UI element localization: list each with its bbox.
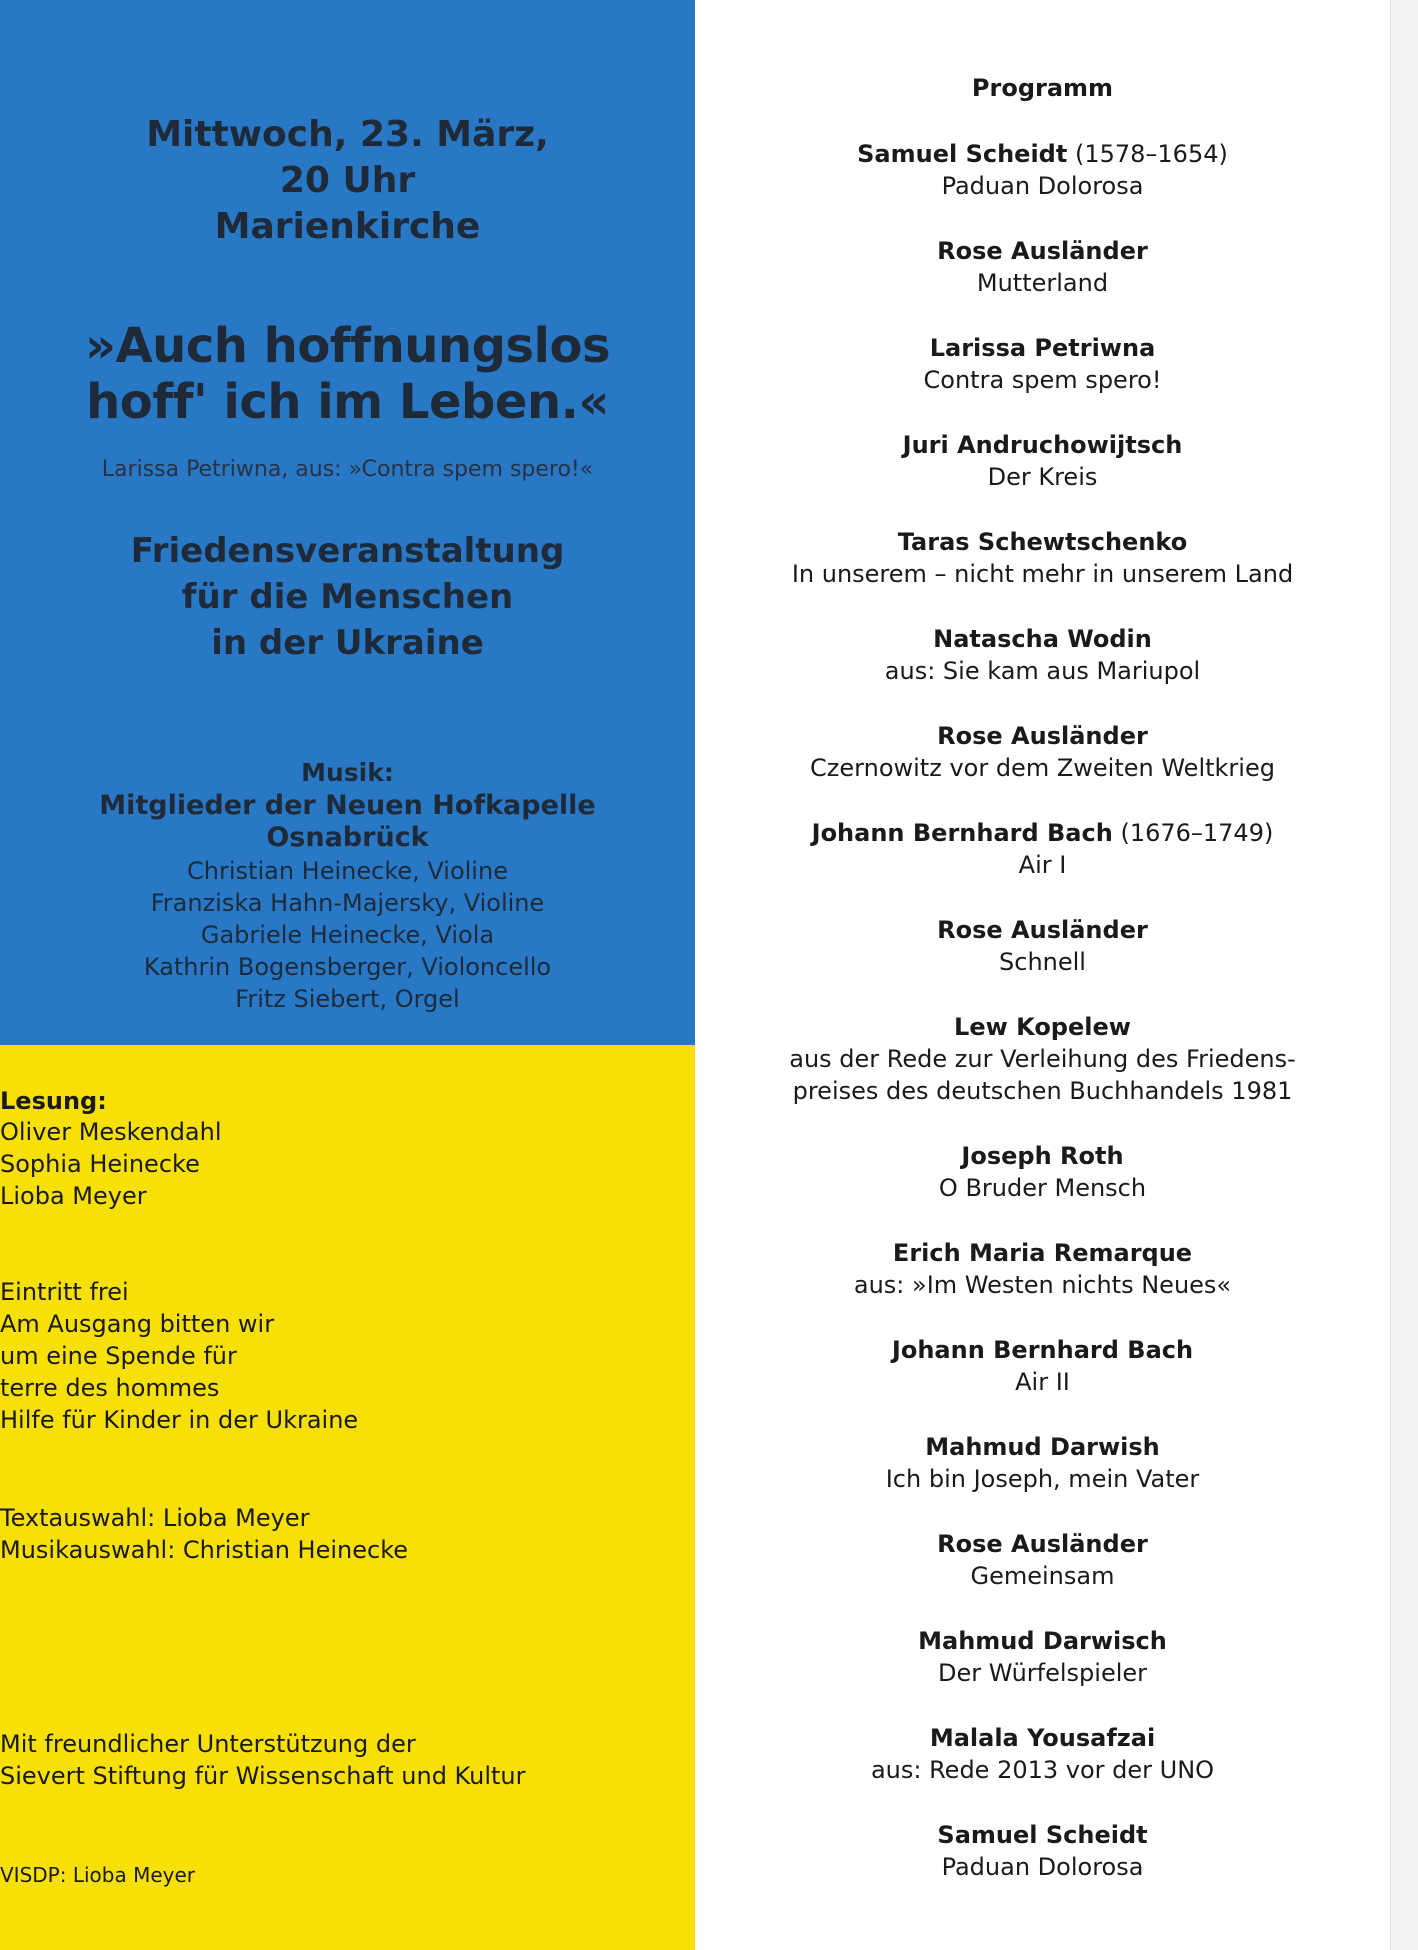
entry-work: Mutterland: [976, 269, 1109, 297]
program-entry: [695, 1237, 1390, 1334]
program-entry: [695, 1334, 1390, 1431]
reading-label: Lesung:: [0, 1087, 107, 1115]
quote-line: hoff' ich im Leben.«: [86, 374, 609, 430]
ensemble-line: Osnabrück: [266, 822, 429, 853]
entry-name: Rose Ausländer: [937, 916, 1148, 944]
entry-work: Paduan Dolorosa: [941, 1853, 1144, 1881]
program-title: Programm: [971, 74, 1114, 102]
entry-work: Contra spem spero!: [923, 366, 1162, 394]
program-entry: [695, 1625, 1390, 1722]
date-line: Mittwoch, 23. März,: [146, 114, 549, 155]
musician-item: Franziska Hahn-Majersky, Violine: [150, 889, 545, 917]
entry-work: aus der Rede zur Verleihung des Friedens-: [789, 1045, 1296, 1073]
event-title-line: in der Ukraine: [211, 623, 484, 663]
program-entry: [695, 1431, 1390, 1528]
program-entry: [695, 1011, 1390, 1140]
entry-years: (1578–1654): [1074, 140, 1228, 168]
entry-years: (1676–1749): [1120, 819, 1274, 847]
entry-work: Gemeinsam: [970, 1562, 1115, 1590]
reader-item: Lioba Meyer: [0, 1182, 147, 1210]
headline-quote: [0, 318, 695, 430]
admission-line: Eintritt frei: [0, 1278, 129, 1306]
event-date-block: [0, 112, 695, 250]
time-line: 20 Uhr: [279, 160, 416, 201]
entry-work: preises des deutschen Buchhandels 1981: [792, 1077, 1293, 1105]
entry-work: O Bruder Mensch: [938, 1174, 1147, 1202]
blue-section: [0, 0, 695, 1045]
sponsor-line: Mit freundlicher Unterstützung der: [0, 1730, 416, 1758]
reader-item: Sophia Heinecke: [0, 1150, 200, 1178]
entry-name: Mahmud Darwisch: [918, 1627, 1167, 1655]
program-entry: [695, 526, 1390, 623]
entry-work: Ich bin Joseph, mein Vater: [885, 1465, 1200, 1493]
event-title-line: für die Menschen: [181, 577, 514, 617]
program-entry: [695, 1722, 1390, 1819]
credit-line: Musikauswahl: Christian Heinecke: [0, 1536, 409, 1564]
program-entry: [695, 1140, 1390, 1237]
quote-attribution: Larissa Petriwna, aus: »Contra spem spero!«: [101, 457, 594, 482]
entry-work: Air I: [1018, 851, 1067, 879]
entry-work: aus: Rede 2013 vor der UNO: [870, 1756, 1215, 1784]
visdp-note: VISDP: Lioba Meyer: [0, 1863, 195, 1887]
program-entry: [695, 138, 1390, 235]
music-label: Musik:: [301, 758, 394, 787]
program-entry: [695, 817, 1390, 914]
entry-name: Joseph Roth: [961, 1142, 1124, 1170]
program-entry: [695, 1819, 1390, 1916]
entry-name: Rose Ausländer: [937, 1530, 1148, 1558]
program-entry: [695, 235, 1390, 332]
entry-work: aus: »Im Westen nichts Neues«: [853, 1271, 1232, 1299]
selection-credits: [0, 1502, 695, 1566]
entry-name: Mahmud Darwish: [925, 1433, 1160, 1461]
program-panel: [695, 0, 1390, 1950]
entry-work: aus: Sie kam aus Mariupol: [884, 657, 1201, 685]
ensemble-line: Mitglieder der Neuen Hofkapelle: [99, 790, 596, 821]
entry-name: Johann Bernhard Bach: [811, 819, 1113, 847]
musician-item: Gabriele Heinecke, Viola: [200, 921, 495, 949]
readers-list: [0, 1116, 695, 1212]
entry-name: Johann Bernhard Bach: [891, 1336, 1194, 1364]
musician-item: Christian Heinecke, Violine: [187, 857, 508, 885]
musician-item: Fritz Siebert, Orgel: [235, 985, 460, 1013]
program-entry: [695, 914, 1390, 1011]
page-edge: [1390, 0, 1418, 1950]
admission-line: Hilfe für Kinder in der Ukraine: [0, 1406, 359, 1434]
admission-line: Am Ausgang bitten wir: [0, 1310, 275, 1338]
entry-work: Air II: [1015, 1368, 1070, 1396]
program-entry: [695, 429, 1390, 526]
event-title-line: Friedensveranstaltung: [130, 531, 565, 571]
program-entry: [695, 1528, 1390, 1625]
entry-name: Taras Schewtschenko: [897, 528, 1188, 556]
entry-name: Samuel Scheidt: [857, 140, 1068, 168]
program-entry: [695, 623, 1390, 720]
entry-name: Larissa Petriwna: [929, 334, 1156, 362]
entry-work: Schnell: [999, 948, 1086, 976]
entry-work: Paduan Dolorosa: [941, 172, 1144, 200]
entry-name: Rose Ausländer: [937, 722, 1148, 750]
admission-line: um eine Spende für: [0, 1342, 237, 1370]
entry-work: Der Kreis: [987, 463, 1098, 491]
entry-work: Czernowitz vor dem Zweiten Weltkrieg: [810, 754, 1275, 782]
event-title: [0, 528, 695, 666]
admission-line: terre des hommes: [0, 1374, 220, 1402]
venue-line: Marienkirche: [214, 206, 481, 247]
entry-work: Der Würfelspieler: [937, 1659, 1148, 1687]
ensemble-name: [0, 790, 695, 854]
left-panel: [0, 0, 695, 1950]
entry-name: Erich Maria Remarque: [892, 1239, 1193, 1267]
entry-name: Samuel Scheidt: [937, 1821, 1148, 1849]
admission-info: [0, 1276, 695, 1436]
entry-name: Natascha Wodin: [933, 625, 1152, 653]
credit-line: Textauswahl: Lioba Meyer: [0, 1504, 310, 1532]
entry-name: Juri Andruchowijtsch: [902, 431, 1183, 459]
quote-line: »Auch hoffnungslos: [84, 318, 611, 374]
program-list: [695, 138, 1390, 1916]
entry-name: Lew Kopelew: [954, 1013, 1131, 1041]
sponsor-note: [0, 1728, 695, 1792]
entry-name: Rose Ausländer: [937, 237, 1148, 265]
entry-name: Malala Yousafzai: [929, 1724, 1156, 1752]
reader-item: Oliver Meskendahl: [0, 1118, 222, 1146]
program-entry: [695, 720, 1390, 817]
program-entry: [695, 332, 1390, 429]
musicians-list: [0, 855, 695, 1015]
musician-item: Kathrin Bogensberger, Violoncello: [143, 953, 552, 981]
entry-work: In unserem – nicht mehr in unserem Land: [791, 560, 1294, 588]
sponsor-line: Sievert Stiftung für Wissenschaft und Kultur: [0, 1762, 526, 1790]
